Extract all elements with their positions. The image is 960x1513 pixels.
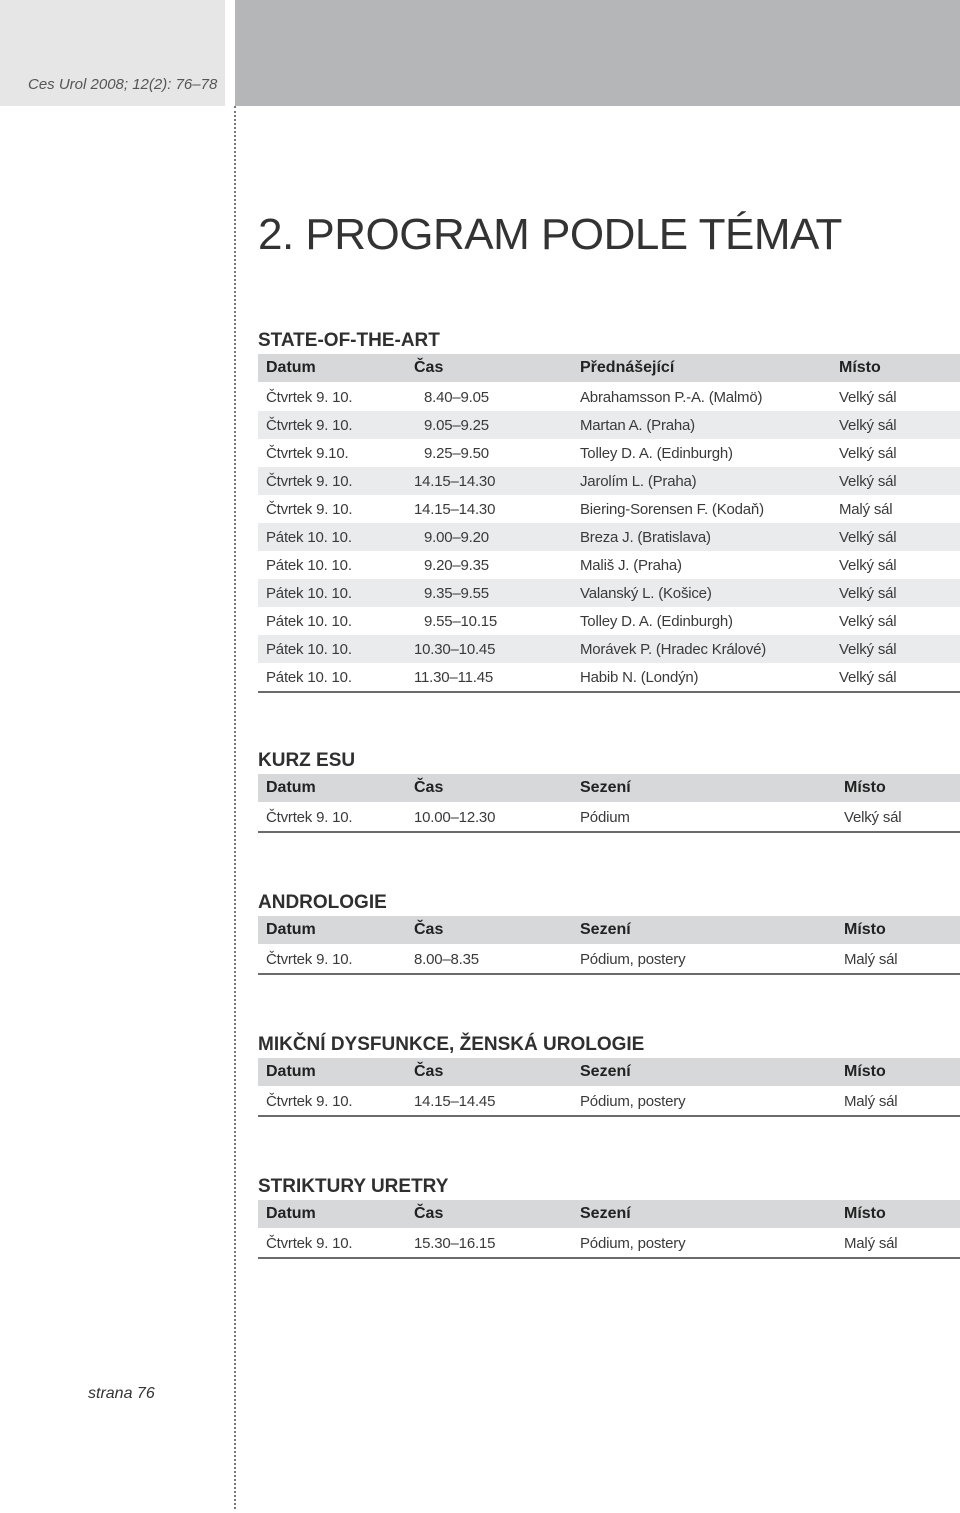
column-header-datum: Datum: [258, 1058, 406, 1087]
cell-date: Čtvrtek 9. 10.: [258, 411, 406, 439]
cell-date: Pátek 10. 10.: [258, 523, 406, 551]
section-title: STATE-OF-THE-ART: [258, 330, 440, 351]
section-andrologie: [258, 890, 960, 975]
column-header-cas: Čas: [406, 916, 572, 945]
cell-time: 9.05–9.25: [406, 411, 572, 439]
mikcni-dysfunkce-table: [258, 1058, 960, 1117]
cell-location: Malý sál: [836, 1229, 960, 1259]
column-header-sezeni: Sezení: [572, 1058, 836, 1087]
column-header-cas: Čas: [406, 1200, 572, 1229]
cell-location: Velký sál: [831, 635, 960, 663]
cell-location: Velký sál: [831, 467, 960, 495]
header-left-band: [0, 0, 225, 106]
cell-location: Velký sál: [836, 803, 960, 833]
cell-location: Velký sál: [839, 668, 897, 686]
cell-time: 9.20–9.35: [424, 556, 489, 574]
cell-session: Pódium, postery: [572, 945, 836, 975]
section-kurz-esu: [258, 748, 960, 833]
column-header-misto: Místo: [836, 1058, 960, 1087]
table-row: [258, 607, 960, 635]
table-row: [258, 495, 960, 523]
cell-date: Čtvrtek 9. 10.: [258, 467, 406, 495]
table-row: [258, 1087, 960, 1117]
cell-speaker: Tolley D. A. (Edinburgh): [580, 444, 733, 462]
column-header-misto: Místo: [836, 774, 960, 803]
cell-speaker: Tolley D. A. (Edinburgh): [580, 612, 733, 630]
striktury-uretry-table: [258, 1200, 960, 1259]
cell-location: Velký sál: [839, 612, 897, 630]
section-title: KURZ ESU: [258, 750, 356, 771]
table-row: [258, 383, 960, 412]
cell-date: Pátek 10. 10.: [266, 612, 352, 630]
column-header-datum: Datum: [258, 916, 406, 945]
cell-location: Velký sál: [839, 444, 897, 462]
cell-speaker: Biering-Sorensen F. (Kodaň): [580, 500, 764, 518]
cell-date: Pátek 10. 10.: [258, 635, 406, 663]
column-header-datum: Datum: [258, 354, 406, 383]
cell-speaker: Habib N. (Londýn): [580, 668, 699, 686]
table-row: [258, 945, 960, 975]
table-row: [258, 635, 960, 663]
column-header-misto: Místo: [836, 916, 960, 945]
cell-time: 9.55–10.15: [424, 612, 498, 630]
journal-reference: Ces Urol 2008; 12(2): 76–78: [28, 76, 218, 93]
cell-location: Malý sál: [839, 500, 893, 518]
cell-session: Pódium, postery: [572, 1087, 836, 1117]
column-header-datum: Datum: [258, 774, 406, 803]
header-right-band: [235, 0, 960, 106]
cell-session: Pódium, postery: [572, 1229, 836, 1259]
table-row: [258, 439, 960, 467]
cell-location: Velký sál: [831, 411, 960, 439]
cell-time: 9.00–9.20: [406, 523, 572, 551]
cell-location: Velký sál: [831, 579, 960, 607]
cell-session: Pódium: [572, 803, 836, 833]
section-title: MIKČNÍ DYSFUNKCE, ŽENSKÁ UROLOGIE: [258, 1034, 645, 1055]
cell-location: Malý sál: [836, 1087, 960, 1117]
cell-speaker: Morávek P. (Hradec Králové): [572, 635, 831, 663]
cell-date: Pátek 10. 10.: [258, 579, 406, 607]
table-header-row: [258, 1200, 960, 1229]
cell-location: Velký sál: [839, 556, 897, 574]
cell-time: 11.30–11.45: [414, 668, 493, 686]
table-header-row: [258, 1058, 960, 1087]
table-row: [258, 467, 960, 495]
cell-speaker: Breza J. (Bratislava): [572, 523, 831, 551]
cell-time: 10.00–12.30: [406, 803, 572, 833]
cell-date: Pátek 10. 10.: [266, 668, 352, 686]
cell-date: Čtvrtek 9. 10.: [266, 388, 353, 406]
table-row: [258, 551, 960, 579]
section-title: STRIKTURY URETRY: [258, 1176, 449, 1197]
column-header-misto: Místo: [836, 1200, 960, 1229]
cell-location: Malý sál: [836, 945, 960, 975]
column-header-prednasejici: Přednášející: [572, 354, 831, 383]
table-row: [258, 523, 960, 551]
cell-date: Čtvrtek 9. 10.: [266, 500, 353, 518]
table-row: [258, 579, 960, 607]
cell-date: Čtvrtek 9. 10.: [258, 1229, 406, 1259]
cell-date: Čtvrtek 9.10.: [266, 444, 349, 462]
page-title: 2. PROGRAM PODLE TÉMAT: [258, 210, 842, 259]
table-row: [258, 1229, 960, 1259]
cell-date: Čtvrtek 9. 10.: [258, 1087, 406, 1117]
section-mikcni-dysfunkce: [258, 1032, 960, 1117]
table-row: [258, 411, 960, 439]
cell-time: 8.40–9.05: [424, 388, 489, 406]
cell-time: 14.15–14.45: [406, 1087, 572, 1117]
cell-location: Velký sál: [839, 388, 897, 406]
cell-time: 9.35–9.55: [406, 579, 572, 607]
cell-date: Pátek 10. 10.: [266, 556, 352, 574]
section-striktury-uretry: [258, 1174, 960, 1259]
column-header-misto: Místo: [831, 354, 960, 383]
table-row: [258, 663, 960, 692]
cell-date: Čtvrtek 9. 10.: [258, 945, 406, 975]
cell-speaker: Abrahamsson P.-A. (Malmö): [580, 388, 763, 406]
section-title: ANDROLOGIE: [258, 892, 387, 913]
cell-time: 15.30–16.15: [406, 1229, 572, 1259]
cell-time: 10.30–10.45: [406, 635, 572, 663]
cell-speaker: Jarolím L. (Praha): [572, 467, 831, 495]
state-of-the-art-table: [258, 354, 960, 693]
column-header-cas: Čas: [406, 774, 572, 803]
cell-speaker: Mališ J. (Praha): [580, 556, 682, 574]
column-header-cas: Čas: [406, 1058, 572, 1087]
cell-speaker: Martan A. (Praha): [572, 411, 831, 439]
column-header-cas: Čas: [406, 354, 572, 383]
cell-speaker: Valanský L. (Košice): [572, 579, 831, 607]
column-header-datum: Datum: [258, 1200, 406, 1229]
page-number: strana 76: [88, 1385, 155, 1402]
table-header-row: [258, 774, 960, 803]
table-row: [258, 803, 960, 833]
column-header-sezeni: Sezení: [572, 916, 836, 945]
cell-time: 9.25–9.50: [424, 444, 489, 462]
section-state-of-the-art: [258, 328, 960, 693]
cell-time: 14.15–14.30: [414, 500, 496, 518]
column-header-sezeni: Sezení: [572, 774, 836, 803]
andrologie-table: [258, 916, 960, 975]
table-header-row: [258, 916, 960, 945]
table-header-row: [258, 354, 960, 383]
column-header-sezeni: Sezení: [572, 1200, 836, 1229]
dotted-divider: [234, 106, 236, 1509]
cell-location: Velký sál: [831, 523, 960, 551]
cell-time: 14.15–14.30: [406, 467, 572, 495]
cell-time: 8.00–8.35: [406, 945, 572, 975]
kurz-esu-table: [258, 774, 960, 833]
cell-date: Čtvrtek 9. 10.: [258, 803, 406, 833]
